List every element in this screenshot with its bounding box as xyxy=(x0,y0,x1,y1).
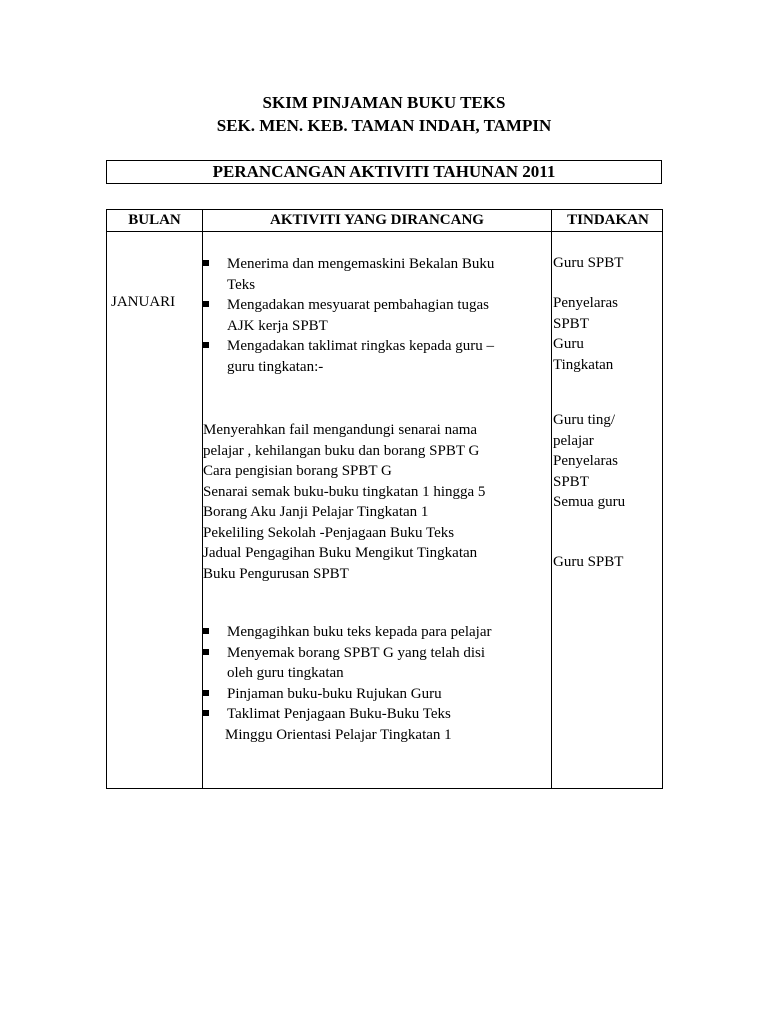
list-item: Borang Aku Janji Pelajar Tingkatan 1 xyxy=(203,504,429,520)
activity-list-1 xyxy=(203,254,551,377)
activity-table xyxy=(106,209,663,789)
activity-document-list xyxy=(203,420,551,584)
tindakan-cell: Guru ting/ pelajar Penyelaras SPBT Semua guru xyxy=(553,412,626,510)
header-divider xyxy=(107,231,662,232)
list-item: Cara pengisian borang SPBT G xyxy=(203,463,392,479)
tindakan-cell: Guru SPBT xyxy=(553,554,624,570)
list-item: Taklimat Penjagaan Buku-Buku Teks Minggu Orientasi Pelajar Tingkatan 1 xyxy=(203,704,551,745)
list-item: Pinjaman buku-buku Rujukan Guru xyxy=(203,684,551,705)
month-cell: JANUARI xyxy=(111,294,176,310)
list-item: pelajar , kehilangan buku dan borang SPBT G xyxy=(203,442,480,459)
list-item: Mengadakan mesyuarat pembahagian tugas AJK kerja SPBT xyxy=(203,295,551,336)
plan-banner: PERANCANGAN AKTIVITI TAHUNAN 2011 xyxy=(106,160,662,184)
tindakan-cell: Guru SPBT xyxy=(553,255,624,271)
document-title-line-2: SEK. MEN. KEB. TAMAN INDAH, TAMPIN xyxy=(216,116,552,135)
bullet-icon xyxy=(203,649,209,655)
list-item: Mengagihkan buku teks kepada para pelajar xyxy=(203,622,551,643)
bullet-icon xyxy=(203,690,209,696)
list-item: Mengadakan taklimat ringkas kepada guru – guru tingkatan:- xyxy=(203,336,551,377)
list-item: Jadual Pengagihan Buku Mengikut Tingkatan xyxy=(203,545,478,561)
column-header-aktiviti: AKTIVITI YANG DIRANCANG xyxy=(270,212,484,228)
column-header-tindakan: TINDAKAN xyxy=(567,212,649,228)
list-item: Menerima dan mengemaskini Bekalan Buku Teks xyxy=(203,254,551,295)
list-item: Pekeliling Sekolah -Penjagaan Buku Teks xyxy=(203,524,455,541)
column-divider xyxy=(551,210,552,788)
tindakan-cell: Penyelaras SPBT Guru Tingkatan xyxy=(553,295,618,373)
bullet-icon xyxy=(203,628,209,634)
list-item: Senarai semak buku-buku tingkatan 1 hingga 5 xyxy=(203,483,486,500)
bullet-icon xyxy=(203,260,209,266)
list-item: Menyemak borang SPBT G yang telah disi oleh guru tingkatan xyxy=(203,643,551,684)
activity-list-2 xyxy=(203,622,551,745)
bullet-icon xyxy=(203,301,209,307)
document-title-line-1: SKIM PINJAMAN BUKU TEKS xyxy=(262,93,506,112)
bullet-icon xyxy=(203,710,209,716)
column-header-bulan: BULAN xyxy=(128,212,181,228)
list-item: Buku Pengurusan SPBT xyxy=(203,565,349,582)
bullet-icon xyxy=(203,342,209,348)
list-item: Menyerahkan fail mengandungi senarai nama xyxy=(203,422,478,438)
